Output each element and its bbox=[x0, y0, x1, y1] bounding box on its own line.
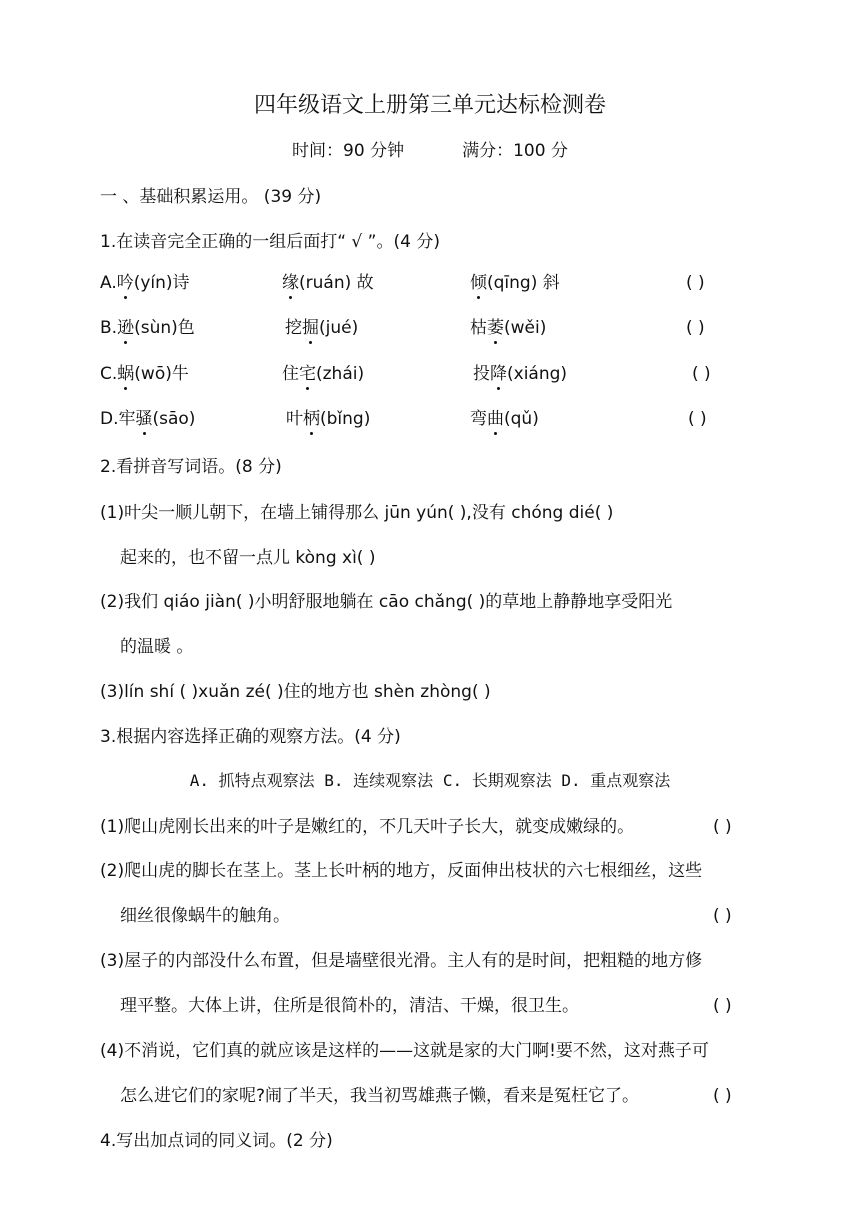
q2-item-1-line-1: (1)叶尖一顺儿朝下，在墙上铺得那么 jūn yún( ),没有 chóng dié( ) bbox=[100, 503, 614, 523]
q1-row-c-answer[interactable]: ( ) bbox=[692, 364, 711, 384]
exam-score: 满分：100 分 bbox=[462, 141, 568, 161]
q1-row-b-opt-3: 枯萎(wěi) bbox=[470, 318, 547, 338]
q1-row-d-opt-1: D.牢骚(sāo) bbox=[100, 409, 196, 429]
q3-item-2-answer[interactable]: ( ) bbox=[713, 906, 732, 926]
q3-item-1-answer[interactable]: ( ) bbox=[713, 817, 732, 837]
q2-item-2-line-1: (2)我们 qiáo jiàn( )小明舒服地躺在 cāo chǎng( )的草地上静静地享受阳光 bbox=[100, 592, 673, 612]
q1-row-c-opt-3: 投降(xiáng) bbox=[473, 364, 568, 384]
question-4-stem: 4.写出加点词的同义词。(2 分) bbox=[100, 1131, 333, 1151]
q1-row-b-opt-2: 挖掘(jué) bbox=[285, 318, 359, 338]
q1-row-a-opt-3: 倾(qīng) 斜 bbox=[470, 273, 560, 293]
q1-row-d-opt-3: 弯曲(qǔ) bbox=[470, 409, 539, 429]
q1-row-d-opt-2: 叶柄(bǐng) bbox=[286, 409, 371, 429]
q1-row-a-opt-1: A.吟(yín)诗 bbox=[100, 273, 190, 293]
q3-item-3-line-2: 理平整。大体上讲，住所是很简朴的，清洁、干燥，很卫生。 bbox=[120, 996, 579, 1016]
q3-item-3-line-1: (3)屋子的内部没什么布置，但是墙壁很光滑。主人有的是时间，把粗糙的地方修 bbox=[100, 951, 703, 971]
q3-method-options: A. 抓特点观察法 B. 连续观察法 C. 长期观察法 D. 重点观察法 bbox=[189, 771, 671, 790]
page-title: 四年级语文上册第三单元达标检测卷 bbox=[253, 93, 606, 118]
exam-meta bbox=[0, 140, 860, 162]
section-heading: 一 、基础积累运用。 (39 分) bbox=[100, 187, 322, 207]
q2-item-1-line-2: 起来的，也不留一点儿 kòng xì( ) bbox=[120, 548, 376, 568]
q1-row-b-opt-1: B.逊(sùn)色 bbox=[100, 318, 195, 338]
q1-row-b-answer[interactable]: ( ) bbox=[686, 318, 705, 338]
q3-item-1: (1)爬山虎刚长出来的叶子是嫩红的，不几天叶子长大，就变成嫩绿的。 bbox=[100, 817, 635, 837]
exam-time: 时间：90 分钟 bbox=[292, 141, 405, 161]
question-3-stem: 3.根据内容选择正确的观察方法。(4 分) bbox=[100, 727, 401, 747]
q1-row-a-answer[interactable]: ( ) bbox=[686, 273, 705, 293]
q1-row-c-opt-2: 住宅(zhái) bbox=[282, 364, 365, 384]
q3-item-2-line-1: (2)爬山虎的脚长在茎上。茎上长叶柄的地方，反面伸出枝状的六七根细丝，这些 bbox=[100, 861, 703, 881]
question-2-stem: 2.看拼音写词语。(8 分) bbox=[100, 457, 282, 477]
q3-item-4-line-1: (4)不消说，它们真的就应该是这样的——这就是家的大门啊!要不然，这对燕子可 bbox=[100, 1041, 709, 1061]
q3-item-3-answer[interactable]: ( ) bbox=[713, 996, 732, 1016]
q3-item-4-answer[interactable]: ( ) bbox=[713, 1086, 732, 1106]
q3-item-2-line-2: 细丝很像蜗牛的触角。 bbox=[120, 906, 290, 926]
q3-item-4-line-2: 怎么进它们的家呢?闹了半天，我当初骂雄燕子懒，看来是冤枉它了。 bbox=[120, 1086, 640, 1106]
q1-row-a-opt-2: 缘(ruán) 故 bbox=[282, 273, 374, 293]
q1-row-d-answer[interactable]: ( ) bbox=[688, 409, 707, 429]
q2-item-2-line-2: 的温暖 。 bbox=[120, 637, 194, 657]
question-1-stem: 1.在读音完全正确的一组后面打“ √ ”。(4 分) bbox=[100, 232, 440, 252]
q1-row-c-opt-1: C.蜗(wō)牛 bbox=[100, 364, 189, 384]
q2-item-3-line-1: (3)lín shí ( )xuǎn zé( )住的地方也 shèn zhòng( ) bbox=[100, 682, 491, 702]
